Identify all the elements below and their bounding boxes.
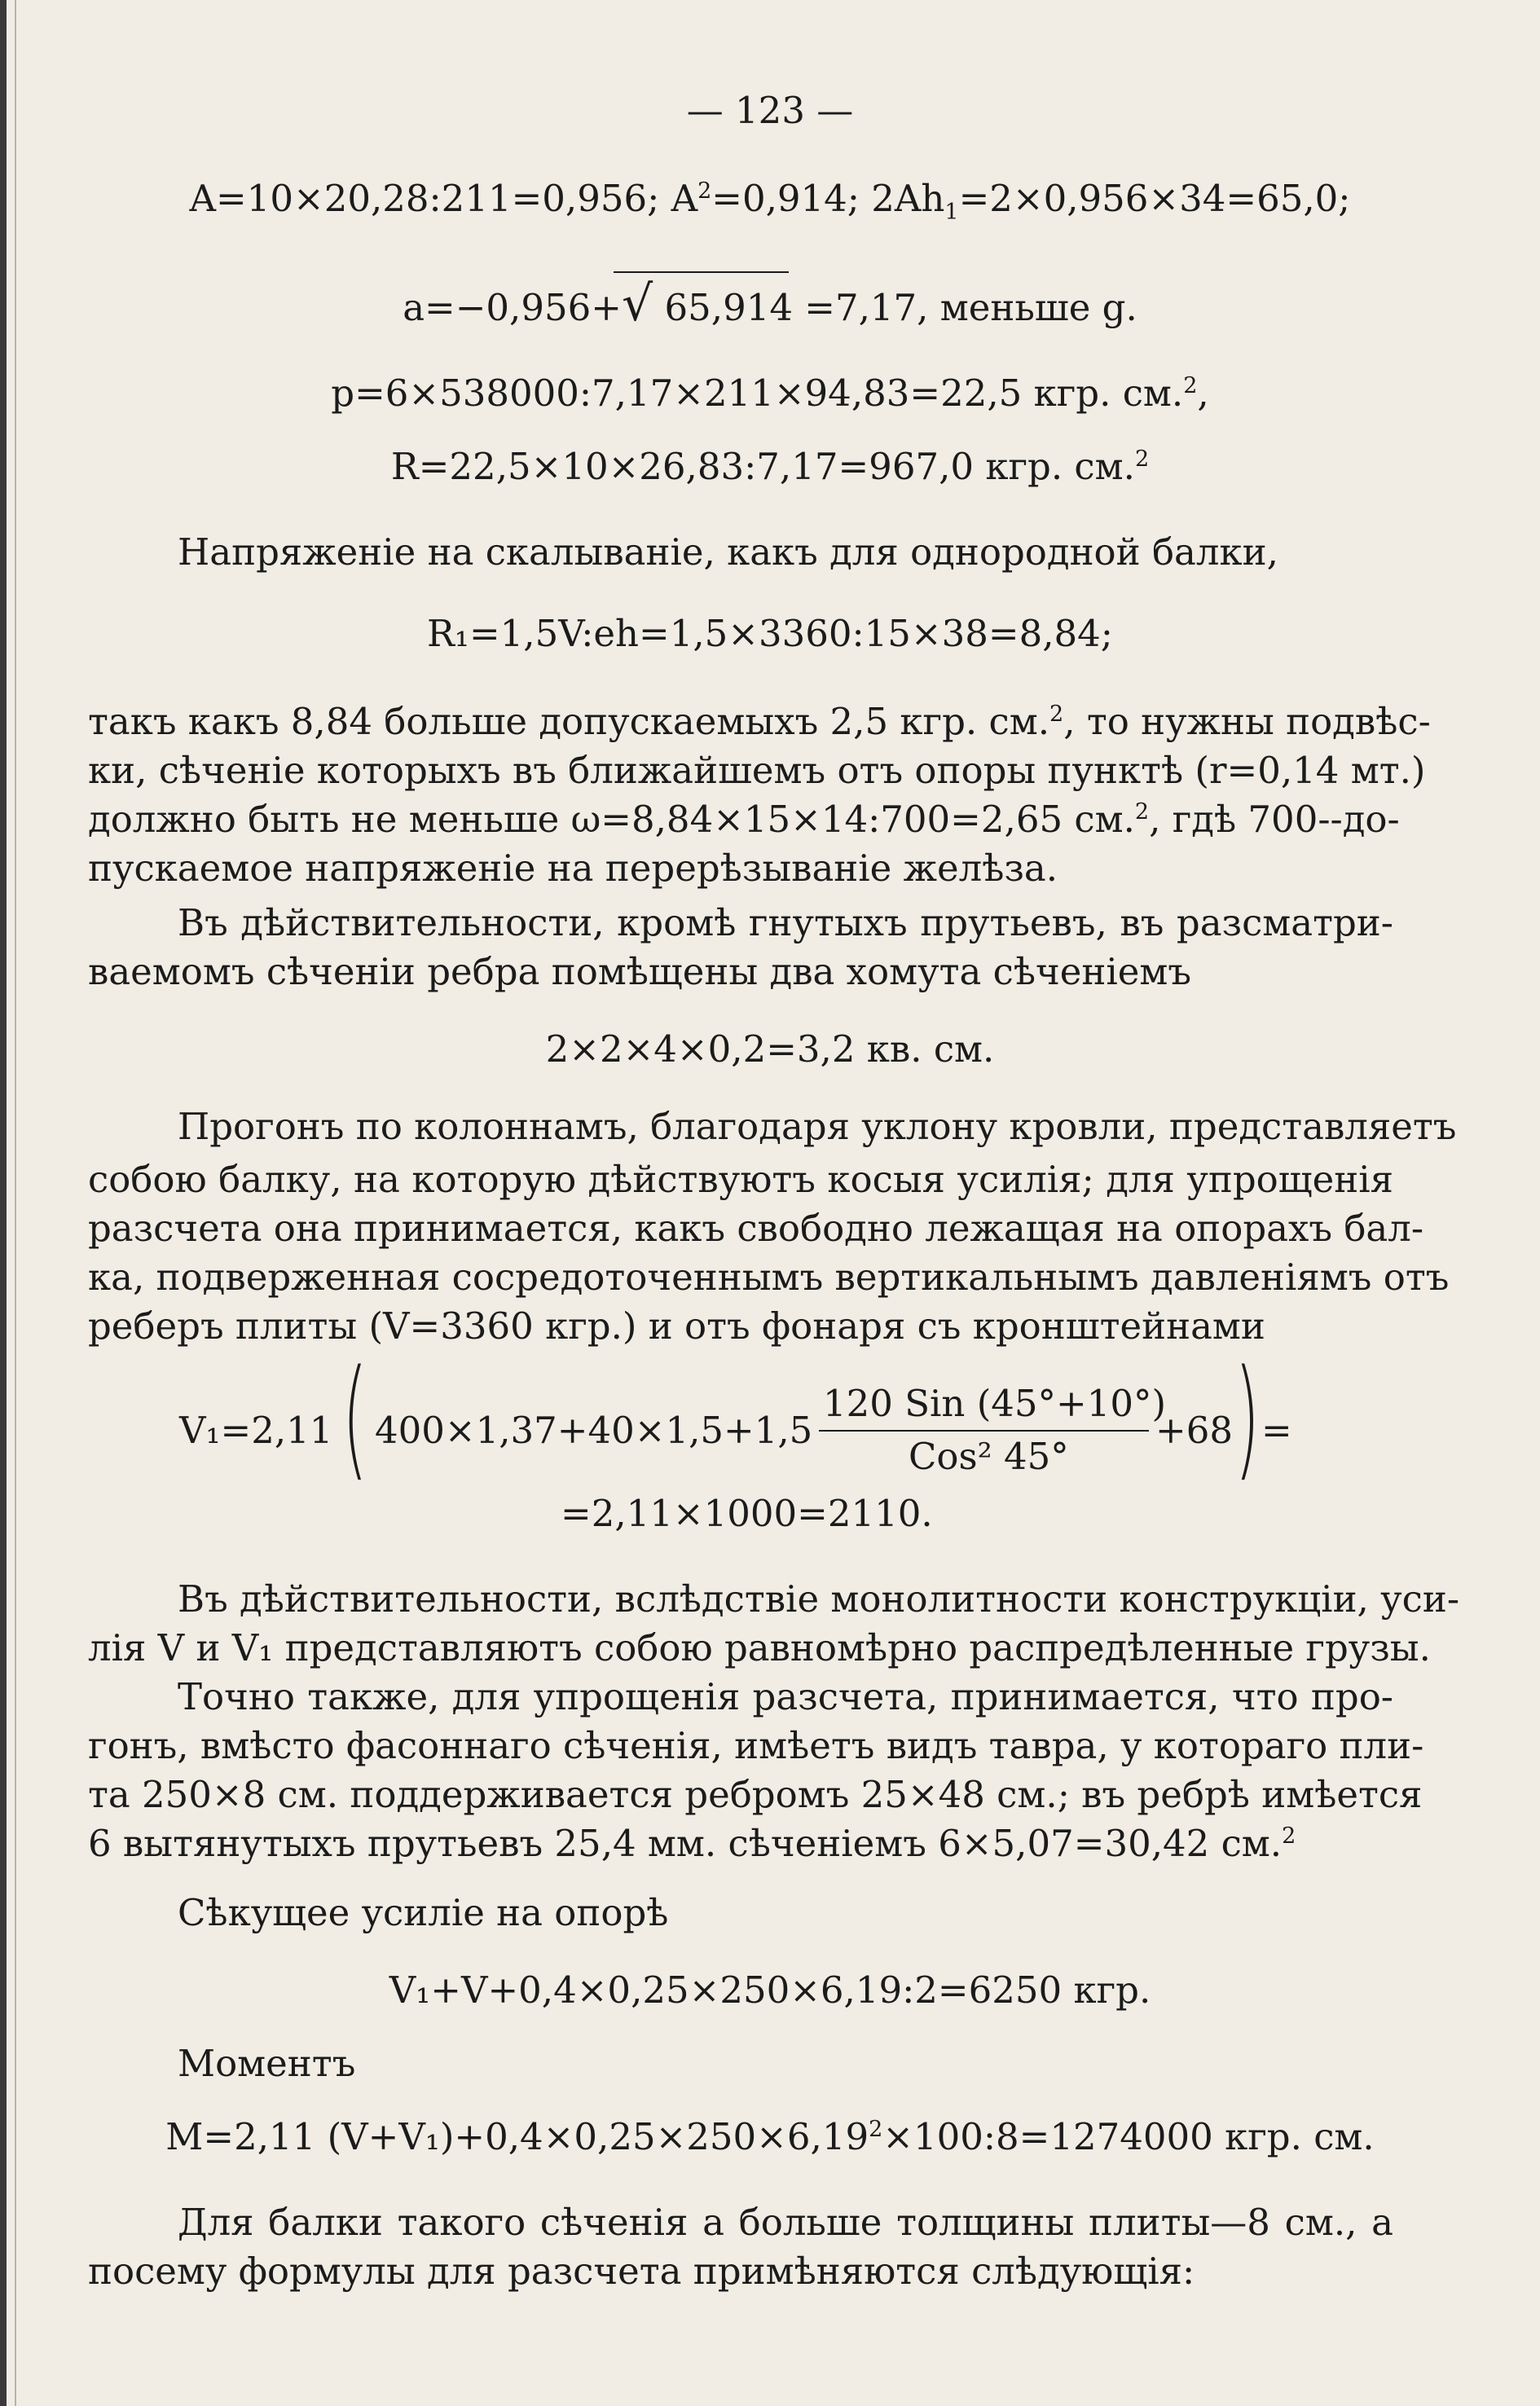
formula-line: =2,11×1000=2110. bbox=[561, 1492, 933, 1535]
text-line: Въ дѣйствительности, кромѣ гнутыхъ прутьевъ, въ разсматри- bbox=[178, 901, 1393, 944]
text-line bbox=[88, 797, 1400, 842]
formula-line: 2×2×4×0,2=3,2 кв. см. bbox=[545, 1027, 995, 1071]
text-line: Моментъ bbox=[178, 2042, 356, 2085]
formula-line-2 bbox=[0, 275, 1540, 332]
fraction-numerator: 120 Sin (45°+10°) bbox=[823, 1382, 1167, 1425]
text-line: лія V и V₁ представляютъ собою равномѣрно распредѣленные грузы. bbox=[88, 1626, 1431, 1669]
formula-text: M=2,11 (V+V₁)+0,4×0,25×250×6,19 bbox=[165, 2115, 869, 2158]
formula-line-6: R₁=1,5V:eh=1,5×3360:15×38=8,84; bbox=[427, 612, 1113, 655]
text-line: реберъ плиты (V=3360 кгр.) и отъ фонаря съ кронштейнами bbox=[88, 1304, 1265, 1348]
text-line: та 250×8 см. поддерживается ребромъ 25×48 см.; въ ребрѣ имѣется bbox=[88, 1773, 1423, 1816]
formula-text: p=6×538000:7,17×211×94,83=22,5 кгр. см. bbox=[331, 372, 1184, 415]
text-line: Сѣкущее усиліе на опорѣ bbox=[178, 1891, 669, 1934]
formula-text: =0,914; 2Ah bbox=[711, 177, 945, 220]
superscript: 2 bbox=[697, 178, 712, 204]
formula-v1-mid: 400×1,37+40×1,5+1,5 bbox=[375, 1409, 813, 1452]
page-edge-line bbox=[15, 0, 16, 2406]
fraction-denominator: Cos² 45° bbox=[909, 1435, 1069, 1478]
text-line: ки, сѣченіе которыхъ въ ближайшемъ отъ опоры пунктѣ (r=0,14 мт.) bbox=[88, 749, 1426, 792]
superscript: 2 bbox=[869, 2117, 883, 2142]
formula-text: A=10×20,28:211=0,956; A bbox=[189, 177, 698, 220]
subscript: 1 bbox=[944, 200, 959, 225]
right-paren: ) bbox=[1234, 1341, 1261, 1493]
formula-text: ×100:8=1274000 кгр. см. bbox=[882, 2115, 1375, 2158]
superscript: 2 bbox=[1183, 373, 1198, 398]
formula-text: R=22,5×10×26,83:7,17=967,0 кгр. см. bbox=[390, 445, 1135, 488]
text-line: Въ дѣйствительности, вслѣдствіе монолитности конструкціи, уси- bbox=[178, 1577, 1460, 1621]
text-line: ваемомъ сѣченіи ребра помѣщены два хомута сѣченіемъ bbox=[88, 950, 1192, 993]
text: такъ какъ 8,84 больше допускаемыхъ 2,5 кгр. см. bbox=[88, 700, 1050, 743]
text: 6 вытянутыхъ прутьевъ 25,4 мм. сѣченіемъ 6×5,07=30,42 см. bbox=[88, 1822, 1283, 1865]
text-line: разсчета она принимается, какъ свободно лежащая на опорахъ бал- bbox=[88, 1207, 1424, 1250]
formula-v1-eq: = bbox=[1261, 1409, 1292, 1452]
left-paren: ( bbox=[342, 1341, 368, 1493]
page-number: — 123 — bbox=[686, 89, 854, 132]
sqrt-sign: √ bbox=[621, 275, 653, 332]
text-line: гонъ, вмѣсто фасоннаго сѣченія, имѣетъ видъ тавра, у котораго пли- bbox=[88, 1724, 1424, 1767]
formula-line: V₁+V+0,4×0,25×250×6,19:2=6250 кгр. bbox=[389, 1968, 1151, 2012]
text-line: Напряженіе на скалываніе, какъ для однородной балки, bbox=[178, 530, 1278, 574]
formula-line-3 bbox=[0, 371, 1540, 416]
formula-text: =2×0,956×34=65,0; bbox=[958, 177, 1351, 220]
formula-v1-left: V₁=2,11 bbox=[179, 1409, 333, 1452]
text: , гдѣ 700--до- bbox=[1149, 798, 1400, 841]
formula-text: , bbox=[1197, 372, 1209, 415]
text-line: Точно также, для упрощенія разсчета, принимается, что про- bbox=[178, 1675, 1393, 1718]
text-line bbox=[88, 1821, 1296, 1867]
formula-text: 65,914 =7,17, меньше g. bbox=[653, 286, 1137, 329]
text-line: собою балку, на которую дѣйствуютъ косыя усилія; для упрощенія bbox=[88, 1158, 1393, 1201]
formula-line-1 bbox=[0, 176, 1540, 225]
formula-line bbox=[0, 2114, 1540, 2160]
text-line: Прогонъ по колоннамъ, благодаря уклону кровли, представляетъ bbox=[178, 1105, 1457, 1148]
text-line: пускаемое напряженіе на перерѣзываніе желѣза. bbox=[88, 847, 1058, 890]
fraction-line bbox=[819, 1430, 1149, 1432]
text-line: Для балки такого сѣченія а больше толщины плиты—8 см., а bbox=[178, 2201, 1393, 2244]
text-line: посему формулы для разсчета примѣняются слѣдующія: bbox=[88, 2250, 1195, 2293]
text-line: ка, подверженная сосредоточеннымъ вертикальнымъ давленіямъ отъ bbox=[88, 1256, 1450, 1299]
text: должно быть не меньше ω=8,84×15×14:700=2,65 см. bbox=[88, 798, 1135, 841]
text: , то нужны подвѣс- bbox=[1063, 700, 1431, 743]
superscript: 2 bbox=[1282, 1823, 1296, 1849]
superscript: 2 bbox=[1049, 702, 1064, 727]
page-edge-shadow bbox=[0, 0, 7, 2406]
formula-line-4 bbox=[0, 444, 1540, 490]
superscript: 2 bbox=[1134, 799, 1150, 825]
sqrt-bar bbox=[614, 271, 789, 273]
formula-text: a=−0,956+ bbox=[403, 286, 622, 329]
formula-v1-tail: +68 bbox=[1155, 1409, 1233, 1452]
superscript: 2 bbox=[1134, 446, 1150, 472]
text-line bbox=[88, 699, 1431, 745]
